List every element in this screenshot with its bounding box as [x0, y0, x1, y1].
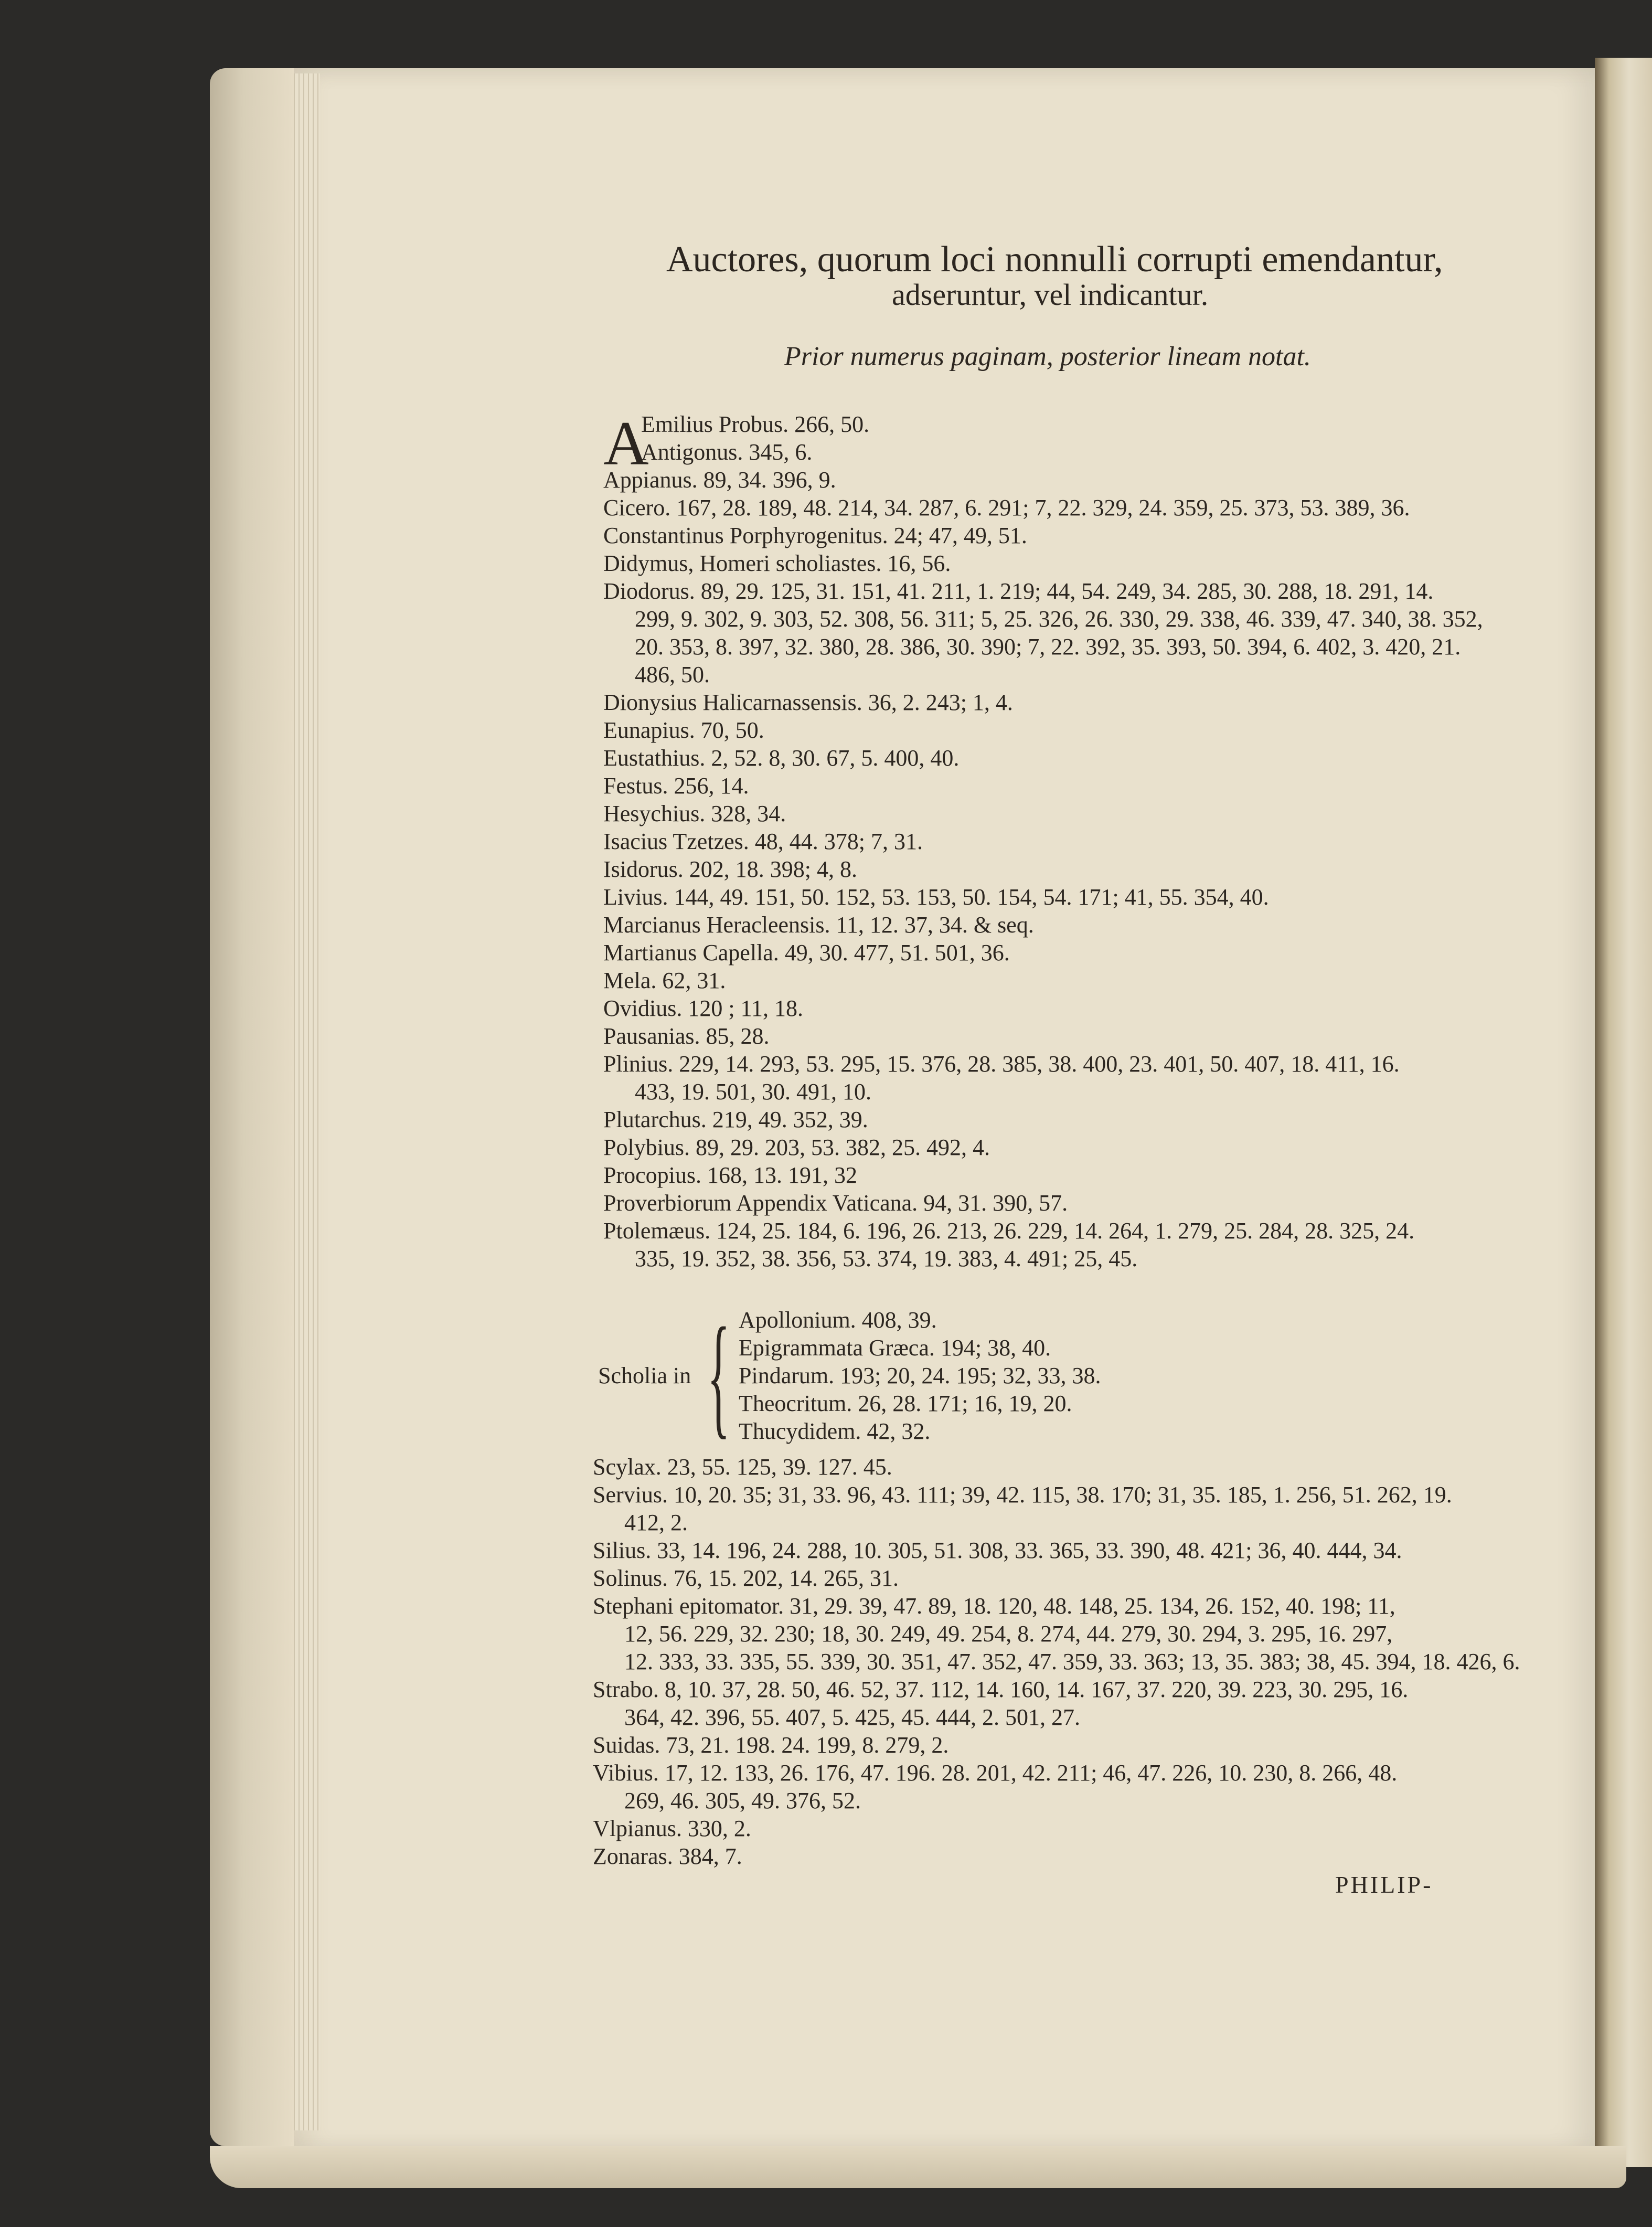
index-entry: Proverbiorum Appendix Vaticana. 94, 31. 390, 57. [603, 1190, 1068, 1216]
scholia-group [598, 1300, 1228, 1451]
index-entry: Eunapius. 70, 50. [603, 717, 764, 743]
index-entry: Plutarchus. 219, 49. 352, 39. [603, 1107, 868, 1132]
index-entry: Cicero. 167, 28. 189, 48. 214, 34. 287, 6. 291; 7, 22. 329, 24. 359, 25. 373, 53. 389, 36. [603, 495, 1410, 521]
index-entry: Festus. 256, 14. [603, 773, 749, 799]
index-entry: Suidas. 73, 21. 198. 24. 199, 8. 279, 2. [593, 1732, 949, 1758]
scholia-label: Scholia in [598, 1363, 691, 1388]
index-entry: Eustathius. 2, 52. 8, 30. 67, 5. 400, 40. [603, 745, 960, 771]
index-entry-continuation: 299, 9. 302, 9. 303, 52. 308, 56. 311; 5, 25. 326, 26. 330, 29. 338, 46. 339, 47. 340, 38. 352, [635, 606, 1483, 632]
index-entry: Plinius. 229, 14. 293, 53. 295, 15. 376, 28. 385, 38. 400, 23. 401, 50. 407, 18. 411, 16. [603, 1051, 1400, 1077]
scholia-item: Theocritum. 26, 28. 171; 16, 19, 20. [739, 1391, 1072, 1416]
index-entry-continuation: 269, 46. 305, 49. 376, 52. [624, 1788, 861, 1814]
index-entry-continuation: 364, 42. 396, 55. 407, 5. 425, 45. 444, 2. 501, 27. [624, 1704, 1080, 1730]
index-entry: Strabo. 8, 10. 37, 28. 50, 46. 52, 37. 112, 14. 160, 14. 167, 37. 220, 39. 223, 30. 295, 16. [593, 1677, 1409, 1702]
index-entry: Antigonus. 345, 6. [641, 439, 813, 465]
scholia-item: Epigrammata Græca. 194; 38, 40. [739, 1335, 1051, 1361]
index-entry: Diodorus. 89, 29. 125, 31. 151, 41. 211, 1. 219; 44, 54. 249, 34. 285, 30. 288, 18. 291, 14. [603, 578, 1434, 604]
index-entry: Mela. 62, 31. [603, 968, 726, 993]
scholia-item: Apollonium. 408, 39. [739, 1307, 937, 1333]
index-entry: Hesychius. 328, 34. [603, 801, 786, 826]
index-entry-continuation: 12. 333, 33. 335, 55. 339, 30. 351, 47. 352, 47. 359, 33. 363; 13, 35. 383; 38, 45. 394, 18. 426, 6. [624, 1649, 1520, 1674]
index-entry: Martianus Capella. 49, 30. 477, 51. 501, 36. [603, 940, 1010, 966]
index-entry: Procopius. 168, 13. 191, 32 [603, 1162, 857, 1188]
index-entry-continuation: 412, 2. [624, 1510, 688, 1535]
index-entry: Polybius. 89, 29. 203, 53. 382, 25. 492, 4. [603, 1134, 990, 1160]
index-entry: Emilius Probus. 266, 50. [641, 411, 870, 437]
index-entries-after [593, 1453, 1520, 1870]
catchword: PHILIP- [1335, 1871, 1433, 1898]
page-subtitle: Prior numerus paginam, posterior lineam notat. [784, 342, 1311, 372]
index-entry: Constantinus Porphyrogenitus. 24; 47, 49, 51. [603, 523, 1027, 548]
scholia-item: Thucydidem. 42, 32. [739, 1418, 931, 1444]
index-entry: Pausanias. 85, 28. [603, 1023, 770, 1049]
page-title-line2: adseruntur, vel indicantur. [892, 278, 1209, 312]
page-title: Auctores, quorum loci nonnulli corrupti emendantur, [666, 239, 1443, 280]
index-entry: Marcianus Heracleensis. 11, 12. 37, 34. & seq. [603, 912, 1034, 938]
index-entry: Silius. 33, 14. 196, 24. 288, 10. 305, 51. 308, 33. 365, 33. 390, 48. 421; 36, 40. 444, 34. [593, 1537, 1402, 1563]
index-entry-continuation: 433, 19. 501, 30. 491, 10. [635, 1079, 871, 1105]
index-entry: Livius. 144, 49. 151, 50. 152, 53. 153, 50. 154, 54. 171; 41, 55. 354, 40. [603, 884, 1269, 910]
index-entry: Isacius Tzetzes. 48, 44. 378; 7, 31. [603, 829, 923, 854]
index-entry: Ovidius. 120 ; 11, 18. [603, 995, 803, 1021]
index-entry: Stephani epitomator. 31, 29. 39, 47. 89, 18. 120, 48. 148, 25. 134, 26. 152, 40. 198; 11, [593, 1593, 1395, 1619]
index-entry-continuation: 335, 19. 352, 38. 356, 53. 374, 19. 383, 4. 491; 25, 45. [635, 1246, 1138, 1271]
index-entry: Vibius. 17, 12. 133, 26. 176, 47. 196. 28. 201, 42. 211; 46, 47. 226, 10. 230, 8. 266, 48. [593, 1760, 1398, 1786]
index-entry: Zonaras. 384, 7. [593, 1843, 742, 1869]
scholia-item: Pindarum. 193; 20, 24. 195; 32, 33, 38. [739, 1363, 1101, 1388]
index-entry: Didymus, Homeri scholiastes. 16, 56. [603, 550, 951, 576]
index-entry: Dionysius Halicarnassensis. 36, 2. 243; 1, 4. [603, 690, 1013, 715]
index-entry: Ptolemæus. 124, 25. 184, 6. 196, 26. 213, 26. 229, 14. 264, 1. 279, 25. 284, 28. 325, 24. [603, 1218, 1415, 1244]
index-entry: Scylax. 23, 55. 125, 39. 127. 45. [593, 1454, 892, 1480]
scholia-items [739, 1306, 1101, 1445]
index-entry-continuation: 486, 50. [635, 662, 710, 687]
index-entry: Isidorus. 202, 18. 398; 4, 8. [603, 856, 857, 882]
index-entry: Vlpianus. 330, 2. [593, 1816, 751, 1841]
curly-brace-icon: { [707, 1300, 730, 1451]
index-entry-continuation: 12, 56. 229, 32. 230; 18, 30. 249, 49. 254, 8. 274, 44. 279, 30. 294, 3. 295, 16. 297, [624, 1621, 1393, 1647]
index-entry: Servius. 10, 20. 35; 31, 33. 96, 43. 111; 39, 42. 115, 38. 170; 31, 35. 185, 1. 256, 51. 262, 19. [593, 1482, 1452, 1508]
first-entries [641, 410, 869, 466]
index-entry: Appianus. 89, 34. 396, 9. [603, 467, 836, 493]
drop-cap: A [603, 408, 649, 478]
index-entry-continuation: 20. 353, 8. 397, 32. 380, 28. 386, 30. 390; 7, 22. 392, 35. 393, 50. 394, 6. 402, 3. 420, 21. [635, 634, 1461, 660]
index-entry: Solinus. 76, 15. 202, 14. 265, 31. [593, 1565, 899, 1591]
index-entries [603, 466, 1485, 1272]
